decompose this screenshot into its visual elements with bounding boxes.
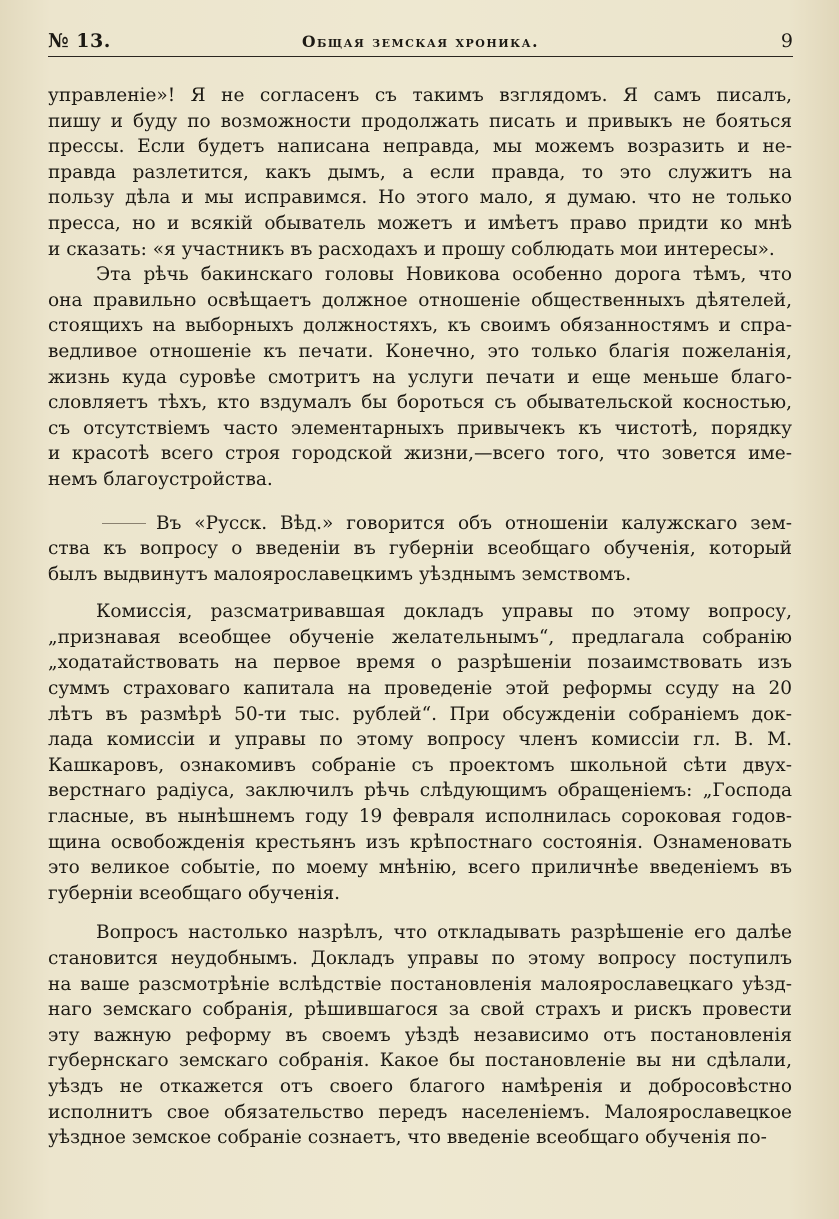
paragraph-p4 [48,599,792,906]
running-title: Общая земская хроника. [301,32,540,51]
text-line: Вопросъ настолько назрѣлъ, что откладывать разрѣшеніе его далѣе [96,922,792,944]
section-dash [102,523,146,525]
text-line: Комиссія, разсматривавшая докладъ управы по этому вопросу, [96,601,792,623]
text-line: Кашкаровъ, ознакомивъ собраніе съ проектомъ школьной сѣти двух- [48,754,792,776]
paragraph-p3 [48,511,792,588]
text-line: Эта рѣчь бакинскаго головы Новикова особенно дорога тѣмъ, что [96,264,792,286]
text-line: стоящихъ на выборныхъ должностяхъ, къ своимъ обязанностямъ и спра- [48,315,792,337]
text-line: съ отсутствіемъ часто элементарныхъ привычекъ къ чистотѣ, порядку [48,417,792,439]
text-line: словляетъ тѣхъ, кто вздумалъ бы бороться съ обывательской косностью, [48,392,792,414]
text-line: ведливое отношеніе къ печати. Конечно, это только благія пожеланія, [48,340,792,362]
text-line: пресса, но и всякій обыватель можетъ и имѣетъ право придти ко мнѣ [48,212,792,234]
text-line: лѣтъ въ размѣрѣ 50-ти тыс. рублей“. При обсужденіи собраніемъ док- [48,703,792,725]
body-text [48,83,792,1151]
text-line: немъ благоустройства. [48,468,273,490]
paragraph-gap [48,493,792,511]
text-line: „ходатайствовать на первое время о разрѣшеніи позаимствовать изъ [48,652,792,674]
text-line: и сказать: «я участникъ въ расходахъ и прошу соблюдать мои интересы». [48,238,775,260]
text-line: былъ выдвинутъ малоярославецкимъ уѣзднымъ земствомъ. [48,563,632,585]
paragraph-gap [48,587,792,599]
issue-number: № 13. [48,30,111,52]
text-line: лада комиссіи и управы по этому вопросу членъ комиссіи гл. В. М. [48,729,792,751]
text-line: уѣздъ не откажется отъ своего благого намѣренія и добросовѣстно [48,1075,792,1097]
text-line: эту важную реформу въ своемъ уѣздѣ независимо отъ постановленія [48,1024,792,1046]
text-line: на ваше разсмотрѣніе вслѣдствіе постановленія малоярославецкаго уѣзд- [48,973,792,995]
text-line: суммъ страховаго капитала на проведеніе этой реформы ссуду на 20 [48,678,792,700]
text-line: она правильно освѣщаетъ должное отношеніе общественныхъ дѣятелей, [48,289,792,311]
page-header [48,30,793,57]
text-line: губерніи всеобщаго обученія. [48,882,341,904]
text-line: губернскаго земскаго собранія. Какое бы постановленіе вы ни сдѣлали, [48,1050,792,1072]
paragraph-gap [48,906,792,920]
paragraph-p1 [48,83,792,262]
text-line: гласные, въ нынѣшнемъ году 19 февраля исполнилась сороковая годов- [48,806,792,828]
paragraph-p5 [48,920,792,1150]
text-line: управленіе»! Я не согласенъ съ такимъ взглядомъ. Я самъ писалъ, [48,85,792,106]
text-line: исполнитъ свое обязательство передъ населеніемъ. Малоярославецкое [48,1101,792,1123]
text-line: правда разлетится, какъ дымъ, а если правда, то это служитъ на [48,161,792,183]
text-line: пользу дѣла и мы исправимся. Но этого мало, я думаю. что не только [48,187,792,209]
text-line: наго земскаго собранія, рѣшившагося за свой страхъ и рискъ провести [48,999,792,1021]
text-line: прессы. Если будетъ написана неправда, мы можемъ возразить и не- [48,136,792,158]
text-line: „признавая всеобщее обученіе желательнымъ“, предлагала собранію [48,626,792,648]
page-number: 9 [780,30,793,52]
text-line: пишу и буду по возможности продолжать писать и привыкъ не бояться [48,110,792,132]
text-line: становится неудобнымъ. Докладъ управы по этому вопросу поступилъ [48,948,792,969]
text-line [48,511,792,537]
text-line: верстнаго радіуса, заключилъ рѣчь слѣдующимъ обращеніемъ: „Господа [48,780,792,802]
text-line: уѣздное земское собраніе сознаетъ, что введеніе всеобщаго обученія по- [48,1127,767,1149]
text-line: и красотѣ всего строя городской жизни,—всего того, что зовется име- [48,443,792,465]
text-line: щина освобожденія крестьянъ изъ крѣпостнаго состоянія. Ознаменовать [48,831,792,853]
text-line: ства къ вопросу о введеніи въ губерніи всеобщаго обученія, который [48,538,792,560]
text-line: это великое событіе, по моему мнѣнію, всего приличнѣе введеніемъ въ [48,857,792,879]
text-line: жизнь куда суровѣе смотритъ на услуги печати и еще меньше благо- [48,366,792,388]
paragraph-p2 [48,262,792,492]
text-line-content: Въ «Русск. Вѣд.» говорится объ отношеніи калужскаго зем- [156,512,792,534]
